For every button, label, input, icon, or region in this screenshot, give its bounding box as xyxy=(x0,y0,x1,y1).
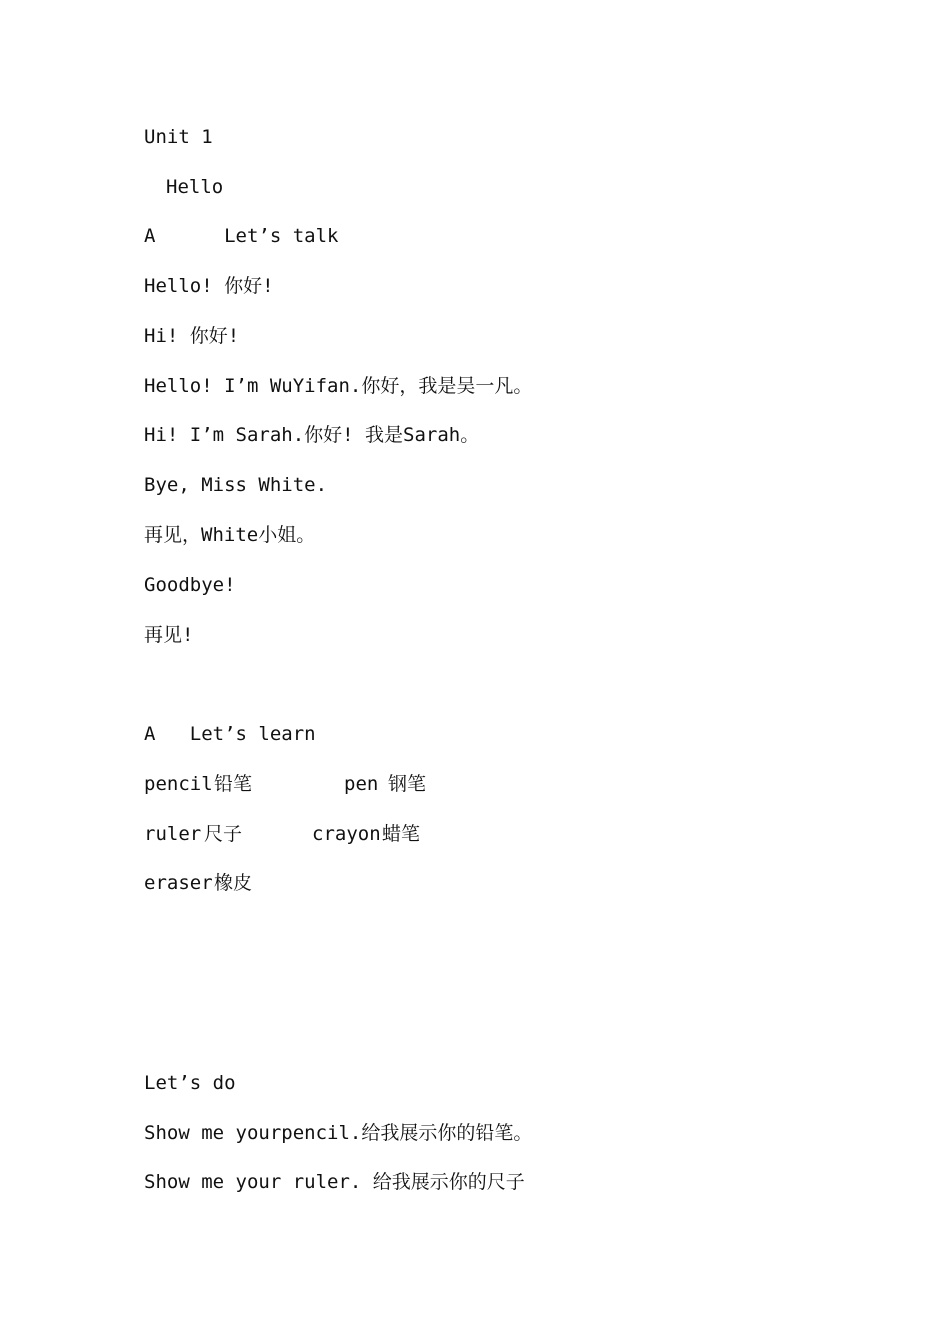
talk-line: Hi! 你好! xyxy=(144,325,240,347)
talk-line: Hi! I’m Sarah.你好! 我是Sarah。 xyxy=(144,424,480,446)
talk-line: Hello! 你好! xyxy=(144,275,274,297)
vocab-word: eraser xyxy=(144,872,213,894)
vocab-word: crayon xyxy=(312,823,381,845)
do-line: Show me your ruler. 给我展示你的尺子 xyxy=(144,1171,525,1193)
unit-title: Unit 1 xyxy=(144,126,213,148)
vocab-word: ruler xyxy=(144,823,202,845)
talk-line: Bye, Miss White. xyxy=(144,474,328,496)
vocab-meaning: 钢笔 xyxy=(388,773,427,795)
vocab-meaning: 橡皮 xyxy=(214,872,253,894)
do-heading: Let’s do xyxy=(144,1072,236,1094)
vocab-word: pencil xyxy=(144,773,213,795)
do-line: Show me yourpencil.给我展示你的铅笔。 xyxy=(144,1122,533,1144)
vocab-meaning: 铅笔 xyxy=(214,773,253,795)
talk-line: 再见，White小姐。 xyxy=(144,524,316,546)
talk-heading: A Let’s talk xyxy=(144,225,339,247)
talk-line: 再见! xyxy=(144,624,194,646)
vocab-meaning: 蜡笔 xyxy=(382,823,421,845)
talk-line: Goodbye! xyxy=(144,574,236,596)
vocab-meaning: 尺子 xyxy=(204,823,243,845)
talk-line: Hello! I’m WuYifan.你好，我是吴一凡。 xyxy=(144,375,533,397)
vocab-word: pen xyxy=(344,773,379,795)
learn-heading: A Let’s learn xyxy=(144,723,316,745)
unit-name: Hello xyxy=(166,176,224,198)
